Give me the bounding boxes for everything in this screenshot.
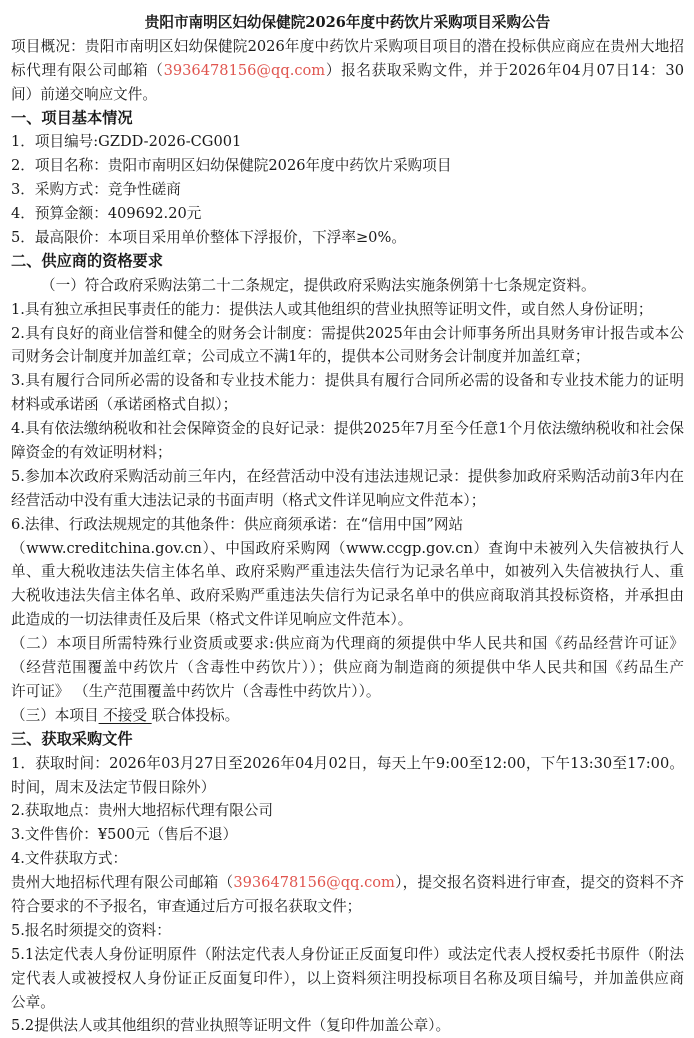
project-info-item: 2．项目名称：贵阳市南明区妇幼保健院2026年度中药饮片采购项目 <box>11 157 452 175</box>
project-info-item: 3．采购方式：竞争性磋商 <box>11 181 181 199</box>
joint-bid-text: 联合体投标。 <box>151 706 240 724</box>
section-heading: 一、项目基本情况 <box>11 108 133 127</box>
requirement-line: 许可证》 （生产范围覆盖中药饮片（含毒性中药饮片））。 <box>11 682 381 700</box>
acquisition-line: 5.1法定代表人身份证明原件（附法定代表人身份证正反面复印件）或法定代表人授权委托书原件（附法 <box>11 945 684 963</box>
requirement-line: 司财务会计制度并加盖红章；公司成立不满1年的，提供本公司财务会计制度并加盖红章； <box>11 348 590 366</box>
project-info-item: 5．最高限价：本项目采用单价整体下浮报价，下浮率≥0%。 <box>11 229 406 247</box>
email-link[interactable]: 3936478156@qq.com <box>163 61 326 79</box>
requirement-line: 大税收违法失信主体名单、政府采购严重违法失信行为记录名单中的供应商取消其投标资格，并承担由 <box>11 587 684 605</box>
overview-line <box>11 59 684 83</box>
acquisition-line: 3.文件售价：¥500元（售后不退） <box>11 826 238 844</box>
requirement-line: （经营范围覆盖中药饮片（含毒性中药饮片））；供应商为制造商的须提供中华人民共和国《药品生产 <box>11 659 684 677</box>
acquisition-line: 符合要求的不予报名，审查通过后方可报名获取文件； <box>11 897 362 915</box>
requirement-line: （www.creditchina.gov.cn）、中国政府采购网（www.ccgp.gov.cn）查询中未被列入失信被执行人 <box>11 539 684 557</box>
requirement-line: 6.法律、行政法规规定的其他条件：供应商须承诺：在“信用中国”网站 <box>11 515 464 533</box>
document-title: 贵阳市南明区妇幼保健院2026年度中药饮片采购项目采购公告 <box>144 14 551 31</box>
acquisition-text: 贵州大地招标代理有限公司邮箱（ <box>11 874 234 892</box>
acquisition-line: 5.2提供法人或其他组织的营业执照等证明文件（复印件加盖公章）。 <box>11 1017 451 1035</box>
acquisition-line: 定代表人或被授权人身份证正反面复印件），以上资料须注明投标项目名称及项目编号，并加盖供应商 <box>11 969 684 987</box>
acquisition-line: 1．获取时间：2026年03月27日至2026年04月02日，每天上午9:00至12:00，下午13:30至17:00。 <box>11 754 684 772</box>
requirement-line: 材料或承诺函（承诺函格式自拟）； <box>11 396 238 414</box>
acquisition-line: 公章。 <box>11 993 55 1011</box>
joint-bid-value: 不接受 <box>98 706 152 724</box>
requirement-line: 1.具有独立承担民事责任的能力：提供法人或其他组织的营业执照等证明文件，或自然人身份证明； <box>11 300 653 318</box>
requirement-line: 此造成的一切法律责任及后果（格式文件详见响应文件范本）。 <box>11 611 413 629</box>
project-info-item: 1．项目编号:GZDD-2026-CG001 <box>11 133 242 151</box>
acquisition-line: 2.获取地点：贵州大地招标代理有限公司 <box>11 802 274 820</box>
acquisition-line: 时间，周末及法定节假日除外） <box>11 778 216 796</box>
requirement-line: 经营活动中没有重大违法记录的书面声明（格式文件详见响应文件范本）； <box>11 491 486 509</box>
requirement-line: 2.具有良好的商业信誉和健全的财务会计制度：需提供2025年由会计师事务所出具财务审计报告或本公 <box>11 324 684 342</box>
requirement-line: 3.具有履行合同所必需的设备和专业技术能力：提供具有履行合同所必需的设备和专业技术能力的证明 <box>11 372 684 390</box>
overview-text: 标代理有限公司邮箱（ <box>11 61 164 79</box>
requirement-line: 单、重大税收违法失信主体名单、政府采购严重违法失信行为记录名单中，如被列入失信被执行人、重 <box>11 563 684 581</box>
section-heading: 二、供应商的资格要求 <box>11 251 163 270</box>
overview-line: 项目概况：贵阳市南明区妇幼保健院2026年度中药饮片采购项目项目的潜在投标供应商应在贵州大地招 <box>11 37 684 55</box>
requirement-line: 障资金的有效证明材料； <box>11 444 172 462</box>
section-heading: 三、获取采购文件 <box>11 729 133 748</box>
email-link[interactable]: 3936478156@qq.com <box>233 874 395 892</box>
acquisition-text: ），提交报名资料进行审查，提交的资料不齐 <box>394 874 684 892</box>
acquisition-line: 5.报名时须提交的资料： <box>11 921 171 939</box>
acquisition-line <box>11 871 684 895</box>
project-info-item: 4．预算金额：409692.20元 <box>11 205 202 223</box>
joint-bid-line <box>11 704 684 728</box>
requirement-line: （一）符合政府采购法第二十二条规定，提供政府采购法实施条例第十七条规定资料。 <box>41 276 596 294</box>
overview-text: ）报名获取采购文件，并于2026年04月07日14：30 <box>325 61 684 79</box>
overview-line: 间）前递交响应文件。 <box>11 85 157 103</box>
requirement-line: （二）本项目所需特殊行业资质或要求:供应商为代理商的须提供中华人民共和国《药品经营许可证》 <box>11 635 684 653</box>
requirement-line: 5.参加本次政府采购活动前三年内，在经营活动中没有违法违规记录：提供参加政府采购活动前3年内在 <box>11 467 684 485</box>
joint-bid-label: （三）本项目 <box>11 706 99 724</box>
acquisition-line: 4.文件获取方式： <box>11 850 128 868</box>
requirement-line: 4.具有依法缴纳税收和社会保障资金的良好记录：提供2025年7月至今任意1个月依法缴纳税收和社会保 <box>11 420 684 438</box>
